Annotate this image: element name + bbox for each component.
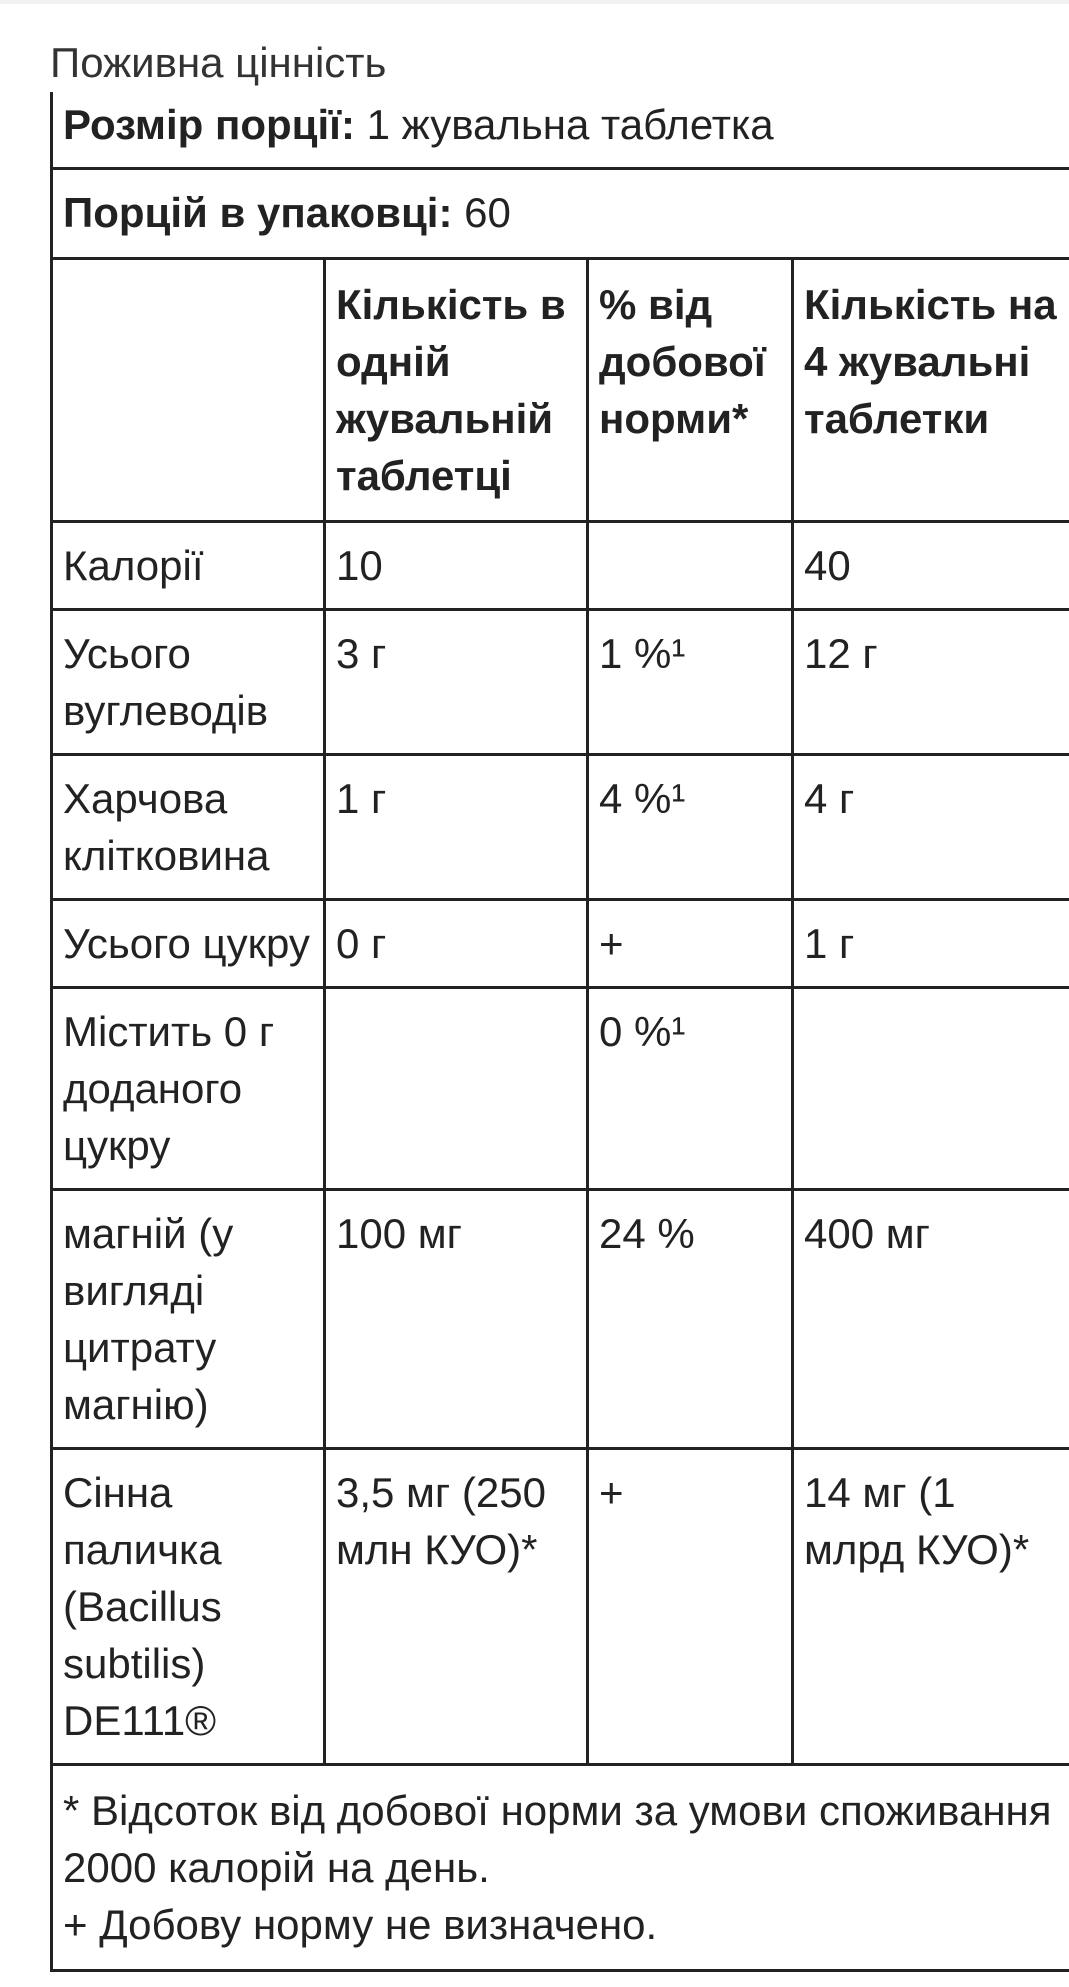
amount-per-4-tablets: 12 г [793, 610, 1069, 755]
footnote-daily-value: * Відсоток від добової норми за умови споживання 2000 калорій на день. [63, 1787, 1052, 1891]
table-row [52, 900, 1069, 988]
servings-per-container-value: 60 [464, 189, 511, 236]
table-row [52, 610, 1069, 755]
serving-size-label: Розмір порції: [63, 101, 355, 148]
daily-value: 24 % [588, 1190, 793, 1449]
daily-value: 0 %¹ [588, 988, 793, 1190]
servings-per-container-row [52, 169, 1069, 259]
daily-value: + [588, 1449, 793, 1765]
header-per-4-tablets: Кількість на 4 жувальні таблетки [793, 259, 1069, 522]
amount-per-4-tablets: 1 г [793, 900, 1069, 988]
amount-per-tablet: 3,5 мг (250 млн КУО)* [325, 1449, 588, 1765]
footnote-row [52, 1765, 1069, 1971]
nutrient-name: Усього вуглеводів [52, 610, 325, 755]
amount-per-tablet [325, 988, 588, 1190]
amount-per-4-tablets: 4 г [793, 755, 1069, 900]
amount-per-4-tablets: 400 мг [793, 1190, 1069, 1449]
table-row [52, 1190, 1069, 1449]
serving-size-row [52, 92, 1069, 169]
daily-value: 4 %¹ [588, 755, 793, 900]
serving-size-cell [52, 92, 1069, 169]
nutrient-name: магній (у вигляді цитрату магнію) [52, 1190, 325, 1449]
table-row [52, 988, 1069, 1190]
footnote-cell [52, 1765, 1069, 1971]
nutrient-name: Сінна паличка (Bacillus subtilis) DE111® [52, 1449, 325, 1765]
amount-per-tablet: 0 г [325, 900, 588, 988]
nutrient-name: Усього цукру [52, 900, 325, 988]
table-row [52, 522, 1069, 610]
amount-per-4-tablets [793, 988, 1069, 1190]
amount-per-tablet: 10 [325, 522, 588, 610]
nutrient-name: Містить 0 г доданого цукру [52, 988, 325, 1190]
header-name [52, 259, 325, 522]
top-strip [0, 0, 1069, 4]
daily-value: 1 %¹ [588, 610, 793, 755]
amount-per-tablet: 100 мг [325, 1190, 588, 1449]
serving-size-value: 1 жувальна таблетка [366, 101, 774, 148]
table-row [52, 755, 1069, 900]
page-title: Поживна цінність [50, 39, 387, 86]
servings-per-container-cell [52, 169, 1069, 259]
daily-value [588, 522, 793, 610]
header-daily-value: % від добової норми* [588, 259, 793, 522]
column-header-row [52, 259, 1069, 522]
amount-per-tablet: 3 г [325, 610, 588, 755]
header-per-tablet: Кількість в одній жувальній таблетці [325, 259, 588, 522]
daily-value: + [588, 900, 793, 988]
footnote-not-established: + Добову норму не визначено. [63, 1901, 658, 1948]
servings-per-container-label: Порцій в упаковці: [63, 189, 453, 236]
table-row [52, 1449, 1069, 1765]
nutrition-facts-table [50, 92, 1069, 1972]
nutrient-name: Харчова клітковина [52, 755, 325, 900]
amount-per-4-tablets: 14 мг (1 млрд КУО)* [793, 1449, 1069, 1765]
amount-per-4-tablets: 40 [793, 522, 1069, 610]
nutrient-name: Калорії [52, 522, 325, 610]
amount-per-tablet: 1 г [325, 755, 588, 900]
